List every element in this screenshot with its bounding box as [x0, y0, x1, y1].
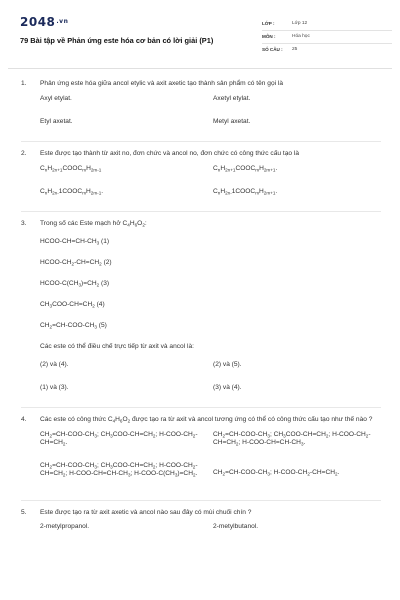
formula-subscript: 2n- [52, 190, 59, 196]
question-number: 5. [21, 508, 27, 516]
formula-subscript: 2 [335, 471, 338, 477]
meta-value: 25 [292, 47, 298, 53]
formula-subscript: 2n+1 [225, 167, 236, 173]
formula-subscript: 3 [267, 433, 270, 439]
formula-subscript: 2 [325, 433, 329, 439]
question-divider [21, 407, 381, 408]
formula-subscript: 2 [222, 471, 226, 477]
formula-subscript: 4 [127, 222, 130, 228]
formula-subscript: 3 [78, 282, 82, 288]
question-divider [21, 500, 381, 501]
formula-subscript: 2 [62, 441, 66, 447]
meta-row-subject [262, 31, 392, 44]
formula-subscript: 2 [49, 433, 53, 439]
formula-subscript: m [255, 190, 260, 196]
formula-subscript: 3 [283, 433, 286, 439]
question-2 [8, 150, 392, 205]
formula-subscript: 2n- [225, 190, 232, 196]
answer-option[interactable]: $C_nH_{2n-}1COOC_mH_{2m+1}$. [213, 187, 278, 196]
meta-label: SỐ CÂU : [262, 47, 283, 53]
formula-subscript: 2m+1 [263, 190, 276, 196]
question-number: 3. [21, 219, 27, 227]
formula-subscript: 3 [300, 441, 304, 447]
answer-option[interactable]: $C_nH_{2n+1}COOC_mH_{2m+1}$. [213, 164, 278, 173]
question-text: Trong số các Este mạch hở $C_4H_6O_2$: [40, 219, 147, 228]
formula-subscript: 3 [94, 433, 97, 439]
page-header [8, 10, 392, 64]
formula-subscript: 2 [235, 441, 239, 447]
answer-options [40, 517, 392, 540]
answer-option[interactable]: Axyl etylat. [40, 94, 72, 102]
answer-option[interactable]: (3) và (4). [213, 383, 242, 391]
question-list [8, 80, 392, 540]
question-divider [21, 141, 381, 142]
document-title: 79 Bài tập về Phản ứng este hóa cơ bản có lời giải (P1) [20, 36, 214, 45]
formula-subscript: 3 [96, 240, 100, 246]
formula-subscript: 2 [49, 324, 53, 330]
formula-subscript: 4 [112, 418, 116, 424]
meta-value: Lớp 12 [292, 20, 308, 26]
question-number: 1. [21, 80, 27, 87]
formula-subscript: 2 [152, 433, 156, 439]
formula-subscript: 3 [174, 472, 178, 478]
header-divider [8, 68, 392, 69]
answer-option[interactable]: (1) và (3). [40, 383, 69, 391]
formula-subscript: 6 [134, 222, 138, 228]
meta-label: MÔN : [262, 33, 276, 39]
formula-subscript: 3 [267, 471, 270, 477]
ester-item: $CH_2=CH-COO-CH_3$ (5) [40, 321, 107, 330]
question-text: Các este có công thức $C_4H_6O_2$ được tạo ra từ axit và ancol tương ứng có thể có công thức cấu tạo như thế nào ? [40, 415, 373, 424]
answer-option[interactable]: Metyl axetat. [213, 117, 251, 125]
question-1 [8, 80, 392, 135]
answer-option[interactable]: (2) và (5). [213, 360, 242, 368]
answer-option[interactable]: $CH_2=CH-COO-CH_3$; $CH_3COO-CH=CH_2$; $H-COO-CH_2-CH=CH_2$. [40, 430, 198, 447]
formula-subscript: 3 [94, 464, 97, 470]
formula-subscript: 2 [192, 472, 196, 478]
answer-option[interactable]: (2) và (4). [40, 360, 69, 368]
formula-subscript: 6 [119, 418, 123, 424]
site-logo[interactable] [20, 14, 68, 30]
formula-subscript: 2 [99, 261, 102, 267]
formula-subscript: 3 [94, 324, 97, 330]
ester-item: HCOO-$CH=CH-CH_3$ (1) [40, 237, 110, 246]
formula-subscript: m [255, 167, 260, 173]
answer-option[interactable]: $C_nH_{2n+1}COOC_mH_{2m-1}$ [40, 164, 102, 173]
formula-subscript: 2 [127, 418, 131, 424]
formula-subscript: 2 [71, 261, 75, 267]
answer-option[interactable]: $C_nH_{2n-}1COOC_mH_{2m-1}$. [40, 187, 104, 196]
answer-option[interactable]: $CH_2=CH-COO-CH_3$; $CH_3COO-CH=CH_2$; $H-COO-CH_2-CH=CH_2$; $H-COO-CH=CH-CH_3$. [213, 430, 371, 447]
answer-options [40, 89, 392, 135]
answer-option[interactable]: 2-metylpropanol. [40, 523, 90, 531]
formula-subscript: n [44, 190, 48, 196]
document-meta [262, 18, 392, 57]
formula-subscript: 2m+1 [263, 167, 276, 173]
logo-text: 2048 [20, 15, 56, 29]
question-number: 4. [21, 415, 27, 423]
ester-item: HCOO-$CH_2-CH=CH_2$ (2) [40, 258, 112, 267]
answer-option[interactable]: Etyl axetat. [40, 117, 73, 125]
formula-subscript: 2m-1 [90, 190, 102, 196]
formula-subscript: 2n+1 [52, 167, 63, 173]
question-text: Este được tạo ra từ axit axetic và ancol nào sau đây có mùi chuối chín ? [40, 508, 252, 516]
formula-subscript: 3 [110, 433, 113, 439]
formula-subscript: 2 [222, 433, 226, 439]
formula-subscript: m [82, 190, 87, 196]
answer-options [40, 159, 392, 205]
question-text: Este được tạo thành từ axit no, đơn chức và ancol no, đơn chức có công thức cấu tạo là [40, 149, 300, 157]
formula-subscript: 3 [127, 472, 131, 478]
formula-subscript: 2 [365, 433, 369, 439]
formula-subscript: n [217, 167, 221, 173]
formula-subscript: 3 [49, 303, 53, 309]
formula-subscript: 2 [192, 433, 196, 439]
formula-subscript: 2 [192, 464, 196, 470]
question-text: Phản ứng este hóa giữa ancol etylic và axit axetic tạo thành sản phẩm có tên gọi là [40, 80, 284, 87]
ester-item: $CH_3COO-CH=CH_2$ (4) [40, 300, 105, 309]
formula-subscript: 2 [62, 472, 66, 478]
formula-subscript: m [82, 167, 87, 173]
formula-subscript: 2 [49, 464, 53, 470]
formula-subscript: 2 [307, 471, 310, 477]
answer-options [40, 425, 392, 494]
question-5 [8, 509, 392, 541]
answer-option[interactable]: Axetyl etylat. [213, 94, 251, 102]
answer-options [40, 355, 392, 401]
answer-option[interactable]: $CH_2=CH-COO-CH_3$; $CH_3COO-CH=CH_2$; $H-COO-CH_2-CH=CH_2$; $H-COO-CH=CH-CH_3$; $H-COO-C(CH_3)=CH_2$. [40, 461, 198, 478]
meta-row-class [262, 18, 392, 31]
formula-subscript: n [217, 190, 221, 196]
logo-suffix: .vn [56, 18, 69, 26]
question-4 [8, 416, 392, 494]
formula-subscript: 3 [110, 464, 113, 470]
meta-row-count [262, 44, 392, 57]
formula-subscript: 2m-1 [90, 167, 102, 173]
question-prompt: Các este có thể điều chế trực tiếp từ axit và ancol là: [40, 342, 194, 350]
ester-item: HCOO-$C(CH_3)=CH_2$ (3) [40, 279, 110, 288]
formula-subscript: n [44, 167, 48, 173]
formula-subscript: 2 [92, 303, 95, 309]
formula-subscript: 2 [96, 282, 100, 288]
question-divider [21, 211, 381, 212]
answer-option[interactable]: $CH_2=CH-COO-CH_3$; $H-COO-CH_2-CH=CH_2$. [213, 468, 340, 477]
formula-subscript: 2 [152, 464, 156, 470]
meta-value: Hóa học [292, 33, 310, 39]
formula-subscript: 2 [142, 222, 145, 228]
answer-option[interactable]: 2-metylbutanol. [213, 523, 259, 531]
question-3 [8, 220, 392, 401]
meta-label: LỚP : [262, 20, 275, 26]
question-number: 2. [21, 149, 27, 157]
